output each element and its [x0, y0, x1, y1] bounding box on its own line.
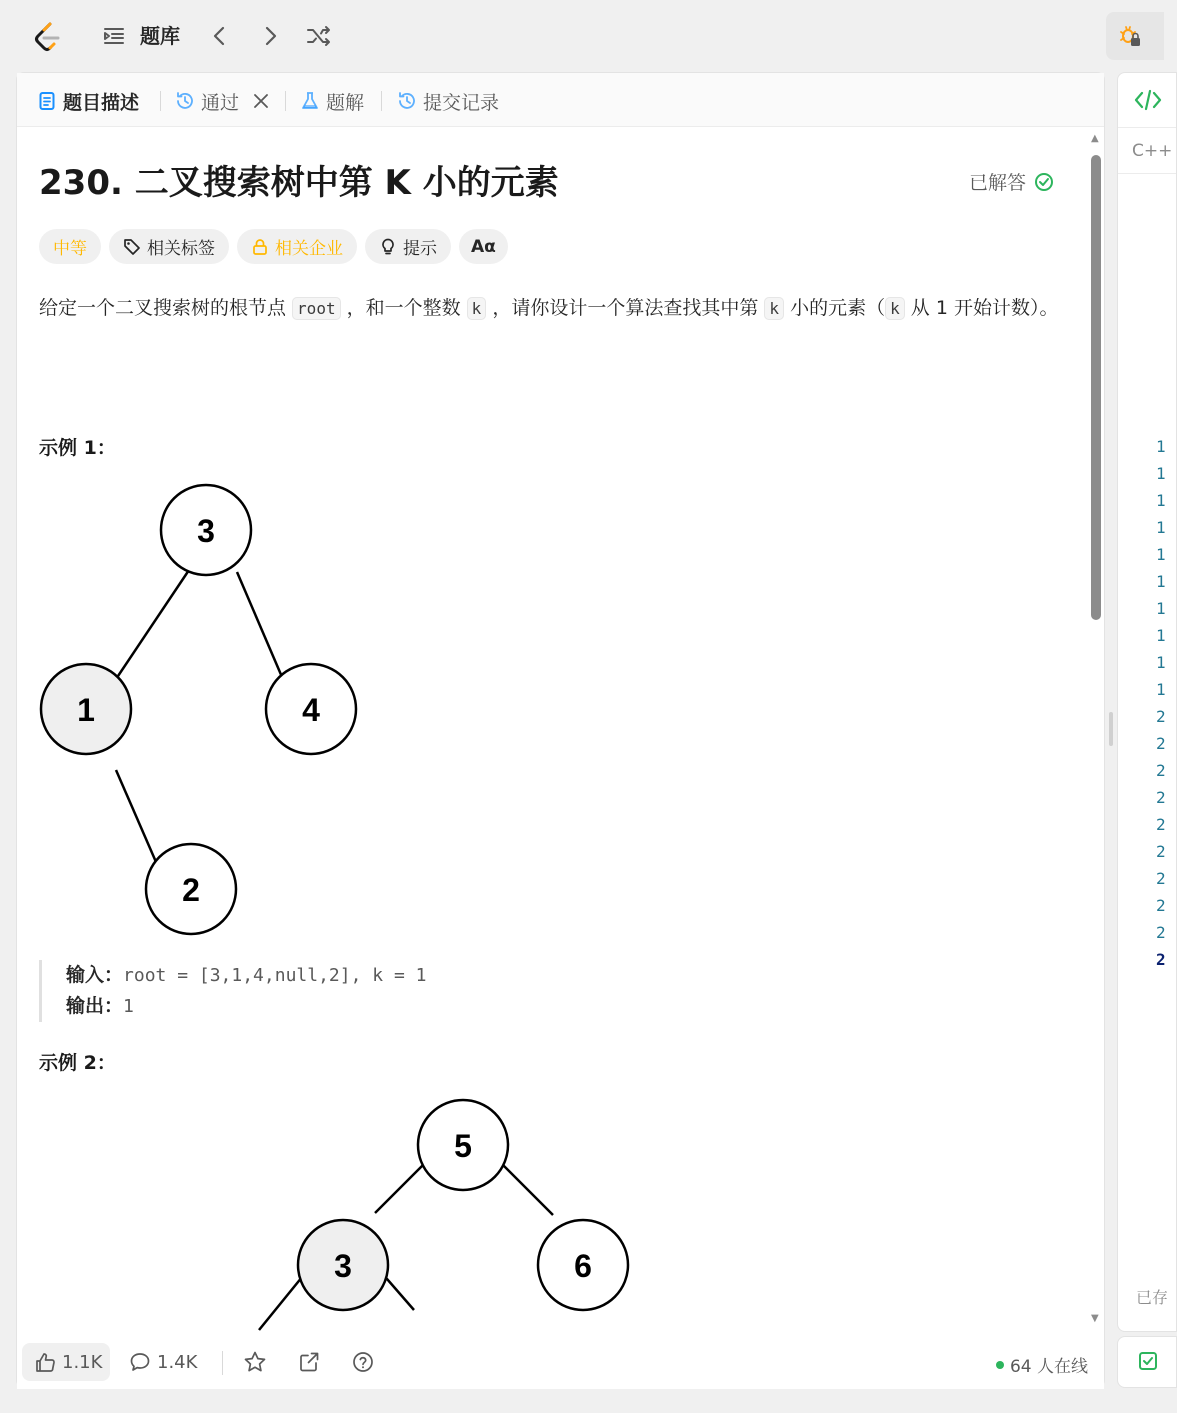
tree-edge: [114, 570, 189, 682]
comment-icon: [129, 1351, 151, 1373]
code-editor-panel: [1117, 72, 1177, 1332]
question-circle-icon: [351, 1350, 375, 1374]
line-number: 1: [1156, 491, 1166, 510]
saved-status: 已存: [1136, 1288, 1169, 1307]
inline-code: root: [292, 297, 341, 320]
document-icon: [37, 91, 57, 111]
line-number: 1: [1156, 518, 1166, 537]
node-label: 2: [182, 872, 200, 908]
tree-node: [538, 1220, 628, 1310]
bottom-action-bar: [17, 1335, 1104, 1389]
tree-node: [418, 1100, 508, 1190]
related-tags-button[interactable]: [109, 229, 229, 264]
like-count: 1.1K: [62, 1351, 103, 1373]
external-link-icon: [297, 1350, 321, 1374]
line-numbers: [1156, 433, 1166, 973]
vertical-scrollbar[interactable]: [1089, 133, 1103, 1333]
node-label: 1: [77, 692, 95, 728]
line-number: 2: [1156, 761, 1166, 780]
example-output-row: [66, 991, 426, 1022]
editor-toolbar-divider: [1118, 173, 1176, 174]
top-nav: [0, 0, 1164, 72]
inline-code: k: [467, 297, 487, 320]
chevron-left-icon[interactable]: [206, 22, 234, 50]
translate-label: Aα: [471, 236, 496, 257]
lock-icon: [251, 238, 269, 256]
check-circle-icon: [1034, 172, 1054, 192]
input-value: root = [3,1,4,null,2], k = 1: [123, 965, 427, 986]
tab-divider: [160, 91, 161, 111]
tab-accepted-label: 通过: [201, 91, 240, 114]
desc-text: ，和一个整数: [340, 297, 467, 319]
node-label: 6: [574, 1248, 592, 1284]
tab-submissions-label: 提交记录: [423, 91, 500, 114]
line-number: 2: [1156, 707, 1166, 726]
line-number: 2: [1156, 869, 1166, 888]
help-button[interactable]: [351, 1343, 381, 1381]
example-1-label: 示例 1：: [39, 437, 116, 459]
panel-resize-handle[interactable]: [1109, 712, 1113, 746]
line-number: 2: [1156, 734, 1166, 753]
companies-button[interactable]: [237, 229, 357, 264]
output-value: 1: [123, 996, 134, 1017]
line-number: 2: [1156, 842, 1166, 861]
line-number: 1: [1156, 464, 1166, 483]
debug-button[interactable]: [1106, 12, 1164, 60]
desc-text: ，请你设计一个算法查找其中第: [486, 297, 765, 319]
tab-submissions[interactable]: [397, 87, 499, 115]
bug-lock-icon: [1118, 24, 1142, 48]
line-number: 2: [1156, 923, 1166, 942]
nav-title[interactable]: 题库: [140, 24, 180, 48]
difficulty-badge: 中等: [39, 229, 101, 264]
comments-button[interactable]: [129, 1343, 197, 1381]
scroll-up-arrow-icon[interactable]: ▲: [1091, 133, 1099, 144]
editor-header-divider: [1118, 127, 1176, 128]
example-2-tree-diagram: [279, 1100, 619, 1340]
chevron-right-icon[interactable]: [256, 22, 284, 50]
close-icon[interactable]: [253, 93, 269, 109]
favorite-button[interactable]: [243, 1343, 273, 1381]
line-number: 1: [1156, 680, 1166, 699]
online-text: 64 人在线: [1009, 1357, 1088, 1377]
desc-text: 给定一个二叉搜索树的根节点: [39, 297, 293, 319]
line-number: 1: [1156, 572, 1166, 591]
thumbs-up-icon: [34, 1351, 56, 1373]
online-dot-icon: [996, 1361, 1004, 1369]
desc-text: 小的元素（: [784, 297, 886, 319]
shuffle-icon[interactable]: [305, 22, 333, 50]
tag-icon: [123, 238, 141, 256]
scrollbar-thumb[interactable]: [1091, 155, 1101, 620]
history-icon: [175, 91, 195, 111]
tab-divider: [381, 91, 382, 111]
tree-node: [161, 485, 251, 575]
example-2-label: 示例 2：: [39, 1052, 116, 1074]
problem-content: [17, 128, 1087, 1335]
tree-edge: [237, 572, 282, 677]
comment-count: 1.4K: [157, 1351, 198, 1373]
line-number: 1: [1156, 437, 1166, 456]
line-number: 2: [1156, 896, 1166, 915]
solved-status: [969, 168, 1054, 195]
line-number-current: 2: [1156, 950, 1166, 969]
node-label: 3: [334, 1248, 352, 1284]
line-number: 1: [1156, 626, 1166, 645]
tab-description[interactable]: [37, 87, 139, 115]
companies-label: 相关企业: [275, 239, 343, 259]
node-label: 5: [454, 1128, 472, 1164]
share-button[interactable]: [297, 1343, 327, 1381]
desc-text: 从 1 开始计数）。: [904, 297, 1059, 319]
tab-solutions-label: 题解: [326, 91, 365, 114]
tag-row: [39, 229, 508, 264]
checkbox-checked-icon: [1138, 1351, 1158, 1371]
inline-code: k: [885, 297, 905, 320]
solved-label: 已解答: [969, 172, 1027, 194]
line-number: 2: [1156, 788, 1166, 807]
related-tags-label: 相关标签: [147, 239, 215, 259]
leetcode-logo-icon[interactable]: [30, 20, 64, 54]
input-label: 输入：: [66, 964, 124, 986]
line-number: 1: [1156, 545, 1166, 564]
problem-description: [39, 292, 1059, 325]
footer-divider: [222, 1351, 223, 1375]
line-number: 2: [1156, 815, 1166, 834]
node-label: 4: [302, 692, 320, 728]
tab-bar: [17, 73, 1104, 127]
example-1-tree-diagram: [39, 485, 379, 940]
translate-button[interactable]: [459, 229, 508, 264]
tab-description-label: 题目描述: [63, 91, 140, 114]
tree-edge: [116, 770, 156, 862]
example-input-row: [66, 960, 426, 991]
tab-solutions[interactable]: [300, 87, 364, 115]
tree-node: [146, 844, 236, 934]
tree-node: [266, 664, 356, 754]
test-result-panel[interactable]: [1117, 1336, 1177, 1388]
line-number: 1: [1156, 653, 1166, 672]
node-label: 3: [197, 513, 215, 549]
tab-divider: [285, 91, 286, 111]
history-icon: [397, 91, 417, 111]
lightbulb-icon: [379, 238, 397, 256]
scroll-down-arrow-icon[interactable]: ▼: [1091, 1313, 1099, 1324]
line-number: 1: [1156, 599, 1166, 618]
example-1-io: [39, 960, 426, 1022]
output-label: 输出：: [66, 995, 124, 1017]
problem-list-icon[interactable]: [102, 24, 126, 48]
problem-title: 230. 二叉搜索树中第 K 小的元素: [39, 163, 559, 203]
like-button[interactable]: [22, 1343, 110, 1381]
inline-code: k: [764, 297, 784, 320]
hint-label: 提示: [403, 239, 437, 259]
tab-accepted[interactable]: [175, 87, 269, 115]
tree-node-highlighted: [298, 1220, 388, 1310]
language-selector[interactable]: C++: [1132, 141, 1173, 161]
flask-icon: [300, 91, 320, 111]
code-icon[interactable]: [1134, 89, 1162, 111]
tree-node-highlighted: [41, 664, 131, 754]
hint-button[interactable]: [365, 229, 451, 264]
star-icon: [243, 1350, 267, 1374]
description-panel: [16, 72, 1105, 1388]
online-count: [996, 1352, 1088, 1377]
